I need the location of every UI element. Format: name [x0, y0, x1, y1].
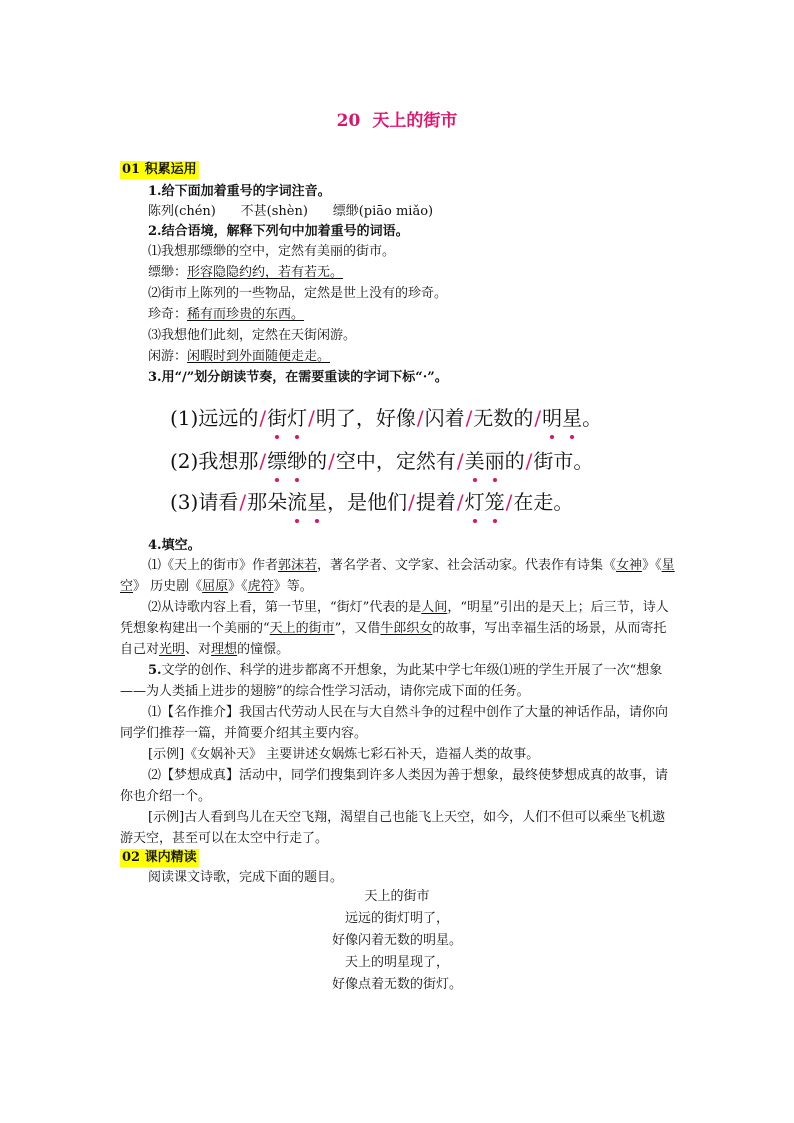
rhythm-slash: /: [505, 490, 513, 514]
q4-text: 》 历史剧《: [133, 579, 203, 594]
q2-answer-1-label: 缥缈：: [148, 265, 188, 280]
q5-heading: [120, 660, 676, 702]
section-header-reading: 02 课内精读: [122, 850, 197, 865]
rhythm-text: 在走。: [513, 490, 574, 514]
rhythm-row-3: [170, 488, 573, 516]
q5-task-1-text: ⑴【名作推介】我国古代劳动人民在与大自然斗争的过程中创作了大量的神话作品，请你向同学们推荐一篇，并简要介绍其主要内容。: [120, 705, 669, 741]
rhythm-slash: /: [328, 449, 335, 473]
rhythm-slash: /: [465, 406, 473, 430]
q4-text: 》《: [642, 558, 662, 573]
reading-intro: 阅读课文诗歌，完成下面的题目。: [148, 870, 344, 885]
rhythm-text: (1)远远的: [170, 406, 259, 430]
rhythm-text: 空中，定然有: [335, 449, 456, 473]
rhythm-slash: /: [456, 490, 464, 514]
stress-char: 美: [464, 449, 485, 473]
stress-char: 星: [562, 406, 583, 430]
q4-text: 》等。: [273, 579, 313, 594]
rhythm-slash: /: [308, 406, 315, 430]
poem-line: 天上的明星现了，: [344, 955, 449, 970]
q5-number: 5.: [148, 663, 162, 678]
q4-blank: 人间: [421, 600, 448, 615]
rhythm-text: 。: [582, 406, 603, 430]
q4-text: 、对: [185, 642, 212, 657]
q2-answer-3-text: 闲暇时到外面随便走走。: [187, 349, 331, 364]
q5-task-2-text: ⑵【梦想成真】活动中，同学们搜集到许多人类因为善于想象，最终使梦想成真的故事，请你也介绍一个。: [120, 768, 669, 804]
rhythm-slash: /: [456, 449, 464, 473]
rhythm-slash: /: [259, 449, 267, 473]
q4-blank: 天上的街市: [269, 621, 335, 636]
q4-paragraph-2: [120, 597, 676, 660]
q2-answer-2-text: 稀有而珍贵的东西。: [187, 307, 305, 322]
q4-blank: 理想: [211, 642, 238, 657]
q2-answer-3-label: 闲游：: [148, 349, 188, 364]
q5-task-2: [120, 765, 676, 807]
q5-example-2-text: [示例]古人看到鸟儿在天空飞翔，渴望自己也能飞上天空，如今，人们不但可以乘坐飞机遨游天空，甚至可以在太空中行走了。: [120, 810, 666, 846]
rhythm-slash: /: [416, 406, 424, 430]
stress-char: 流: [287, 490, 308, 514]
stress-char: 丽: [484, 449, 505, 473]
stress-char: 灯: [287, 406, 308, 430]
q4-paragraph-1: [120, 555, 676, 597]
q4-text: ，著名学者、文学家、社会活动家。代表作有诗集《: [317, 558, 617, 573]
q4-text: ⑴《天上的街市》作者: [148, 558, 279, 573]
poem-line: 远远的街灯明了，: [344, 911, 449, 926]
q2-sentence-1: ⑴我想那缥缈的空中，定然有美丽的街市。: [148, 244, 396, 259]
rhythm-text: 的: [504, 449, 525, 473]
stress-char: 街: [267, 406, 288, 430]
q5-text: 文学的创作、科学的进步都离不开想象，为此某中学七年级⑴班的学生开展了一次“想象——为人类插上进步的翅膀”的综合性学习活动，请你完成下面的任务。: [120, 663, 663, 699]
lesson-title-text: 天上的街市: [372, 111, 458, 131]
q4-blank: 郭沫若: [278, 558, 318, 573]
rhythm-text: 无数的: [473, 406, 534, 430]
q4-blank: 星空: [120, 558, 675, 594]
q5-example-2: [120, 807, 676, 849]
rhythm-text: 闪着: [424, 406, 465, 430]
rhythm-text: 明了，好像: [315, 406, 416, 430]
rhythm-text: ，是他们: [327, 490, 408, 514]
rhythm-slash: /: [534, 406, 542, 430]
q4-text: ”，又借: [334, 621, 381, 636]
q1-answer-line: 陈列(chén) 不甚(shèn) 缥缈(piāo miǎo): [148, 204, 434, 219]
rhythm-text: 的: [307, 449, 328, 473]
q5-example-1-text: [示例]《女娲补天》 主要讲述女娲炼七彩石补天，造福人类的故事。: [148, 747, 540, 762]
section-header-accumulation: 01 积累运用: [122, 162, 197, 177]
q2-answer-1-text: 形容隐隐约约，若有若无。: [187, 265, 344, 280]
q5-example-1: [120, 744, 676, 765]
q4-text: 》《: [228, 579, 248, 594]
rhythm-text: (3)请看: [170, 490, 239, 514]
q4-text: ，“明星”引出的是天上；后三节，诗人凭想象构建出一个美丽的“: [120, 600, 669, 636]
rhythm-slash: /: [239, 490, 247, 514]
q2-heading: 2.结合语境，解释下列句中加着重号的词语。: [148, 224, 409, 239]
q4-text: 的故事，写出幸福生活的场景，从而寄托自己对: [120, 621, 667, 657]
rhythm-row-2: [170, 447, 593, 475]
q2-answer-2-label: 珍奇：: [148, 307, 188, 322]
q4-blank: 光明: [159, 642, 186, 657]
rhythm-text: 提着: [415, 490, 456, 514]
q2-sentence-3: ⑶我想他们此刻，定然在天街闲游。: [148, 328, 357, 343]
q4-text: 的憧憬。: [237, 642, 290, 657]
poem-title: 天上的街市: [364, 889, 430, 904]
q2-answer-1: [148, 264, 343, 282]
q1-heading: 1.给下面加着重号的字词注音。: [148, 184, 331, 199]
rhythm-text: 那朵: [247, 490, 288, 514]
stress-char: 缥: [267, 449, 288, 473]
stress-char: 灯: [464, 490, 485, 514]
q2-answer-2: [148, 306, 304, 324]
stress-char: 明: [542, 406, 563, 430]
rhythm-text: (2)我想那: [170, 449, 259, 473]
q5-task-1: [120, 702, 676, 744]
q4-text: ⑵从诗歌内容上看，第一节里，“街灯”代表的是: [148, 600, 422, 615]
rhythm-slash: /: [408, 490, 415, 514]
rhythm-text: 街市。: [533, 449, 594, 473]
q4-blank: 屈原: [202, 579, 229, 594]
poem-line: 好像点着无数的街灯。: [331, 977, 462, 992]
q4-blank: 女神: [616, 558, 643, 573]
stress-char: 笼: [484, 490, 505, 514]
q4-blank: 虎符: [247, 579, 274, 594]
q2-answer-3: [148, 348, 330, 366]
q3-heading: 3.用“/”划分朗读节奏，在需要重读的字词下标“·”。: [148, 370, 448, 385]
rhythm-slash: /: [259, 406, 267, 430]
q2-sentence-2: ⑵街市上陈列的一些物品，定然是世上没有的珍奇。: [148, 286, 448, 301]
lesson-title: [0, 106, 794, 131]
stress-char: 缈: [287, 449, 308, 473]
q4-blank: 牛郎织女: [380, 621, 433, 636]
lesson-number: 20: [336, 111, 361, 131]
rhythm-slash: /: [525, 449, 533, 473]
q4-heading: 4.填空。: [148, 538, 201, 553]
rhythm-row-1: [170, 404, 602, 432]
poem-line: 好像闪着无数的明星。: [331, 933, 462, 948]
stress-char: 星: [307, 490, 328, 514]
